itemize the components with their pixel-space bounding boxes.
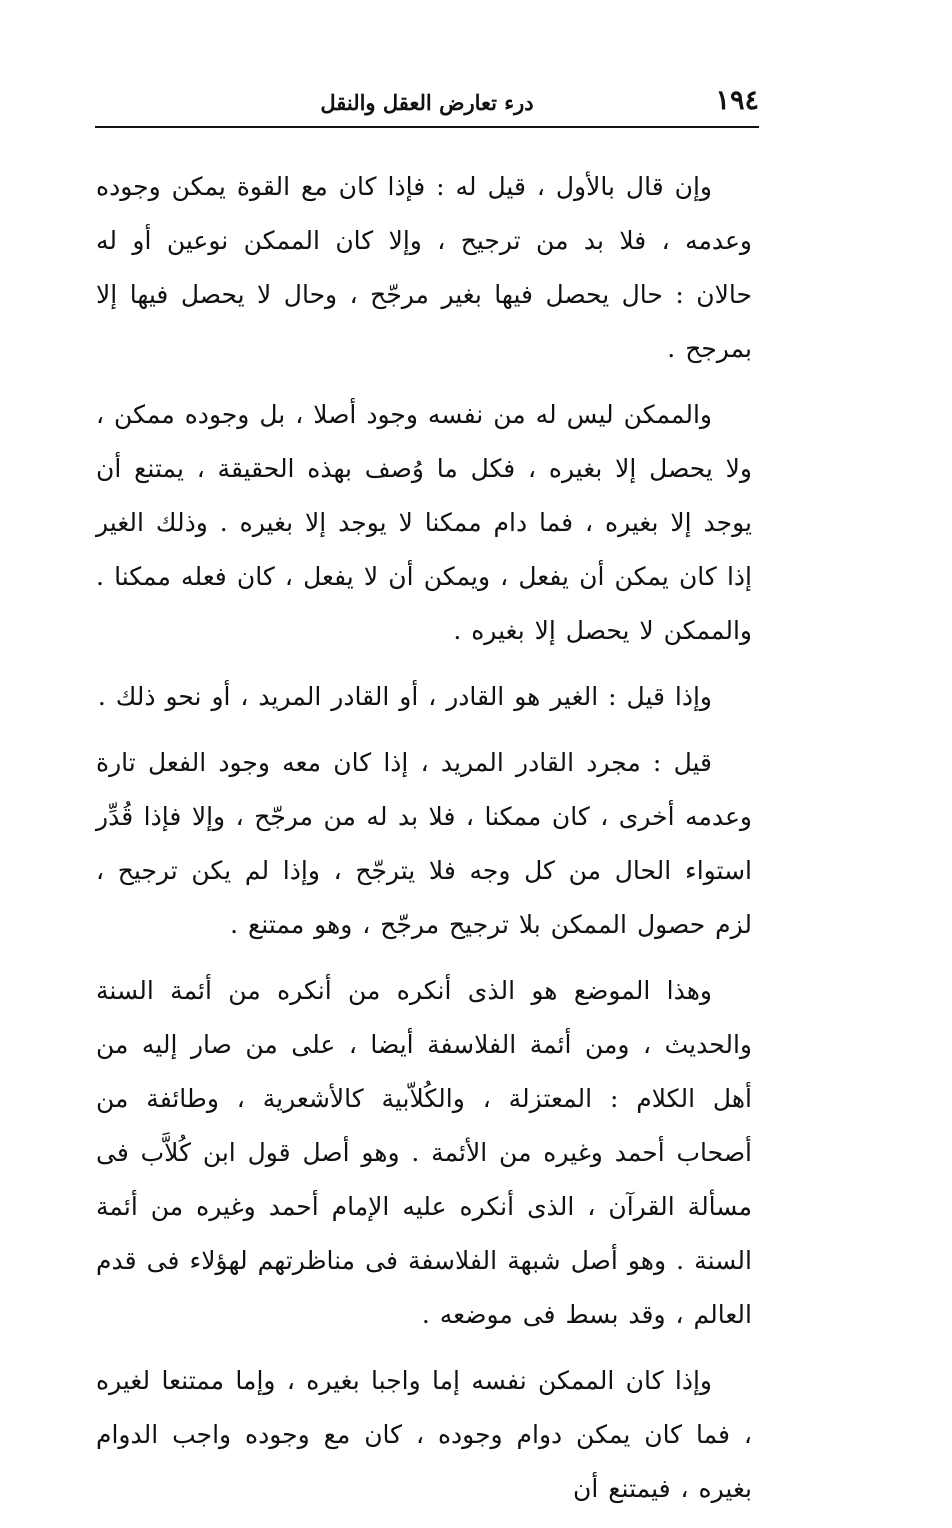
page-header — [95, 80, 759, 128]
paragraph: وإذا قيل : الغير هو القادر ، أو القادر المريد ، أو نحو ذلك . — [97, 682, 712, 711]
paragraph: قيل : مجرد القادر المريد ، إذا كان معه وجود الفعل تارة وعدمه أخرى ، كان ممكنا ، فلا بد له من مرجّح ، وإلا فإذا قُدِّر استواء الحال من كل وجه فلا يترجّح ، وإذا لم يكن ترجيح ، لزم حصول الممكن بلا ترجيح مرجّح ، وهو ممتنع . — [96, 748, 752, 939]
running-title: درء تعارض العقل والنقل — [320, 90, 534, 115]
paragraph: وهذا الموضع هو الذى أنكره من أنكره من أئمة السنة والحديث ، ومن أئمة الفلاسفة أيضا ، على من صار إليه من أهل الكلام : المعتزلة ، والكُلاّبية كالأشعرية ، وطائفة من أصحاب أحمد وغيره من الأئمة . وهو أصل قول ابن كُلاَّب فى مسألة القرآن ، الذى أنكره عليه الإمام أحمد وغيره من أئمة السنة . وهو أصل شبهة الفلاسفة فى مناظرتهم لهؤلاء فى قدم العالم ، وقد بسط فى موضعه . — [96, 976, 752, 1329]
paragraph: وإذا كان الممكن نفسه إما واجبا بغيره ، وإما ممتنعا لغيره ، فما كان يمكن دوام وجوده ، كان مع وجوده واجب الدوام بغيره ، فيمتنع أن — [96, 1366, 752, 1503]
paragraph: والممكن ليس له من نفسه وجود أصلا ، بل وجوده ممكن ، ولا يحصل إلا بغيره ، فكل ما وُصف بهذه الحقيقة ، يمتنع أن يوجد إلا بغيره ، فما دام ممكنا لا يوجد إلا بغيره . وذلك الغير إذا كان يمكن أن يفعل ، ويمكن أن لا يفعل ، كان فعله ممكنا . والممكن لا يحصل إلا بغيره . — [96, 400, 752, 645]
body-text — [96, 160, 752, 1528]
page-number: ١٩٤ — [715, 85, 759, 116]
paragraph: وإن قال بالأول ، قيل له : فإذا كان مع القوة يمكن وجوده وعدمه ، فلا بد من ترجيح ، وإلا كان الممكن نوعين أو له حالان : حال يحصل فيها بغير مرجّح ، وحال لا يحصل فيها إلا بمرجح . — [96, 172, 752, 363]
